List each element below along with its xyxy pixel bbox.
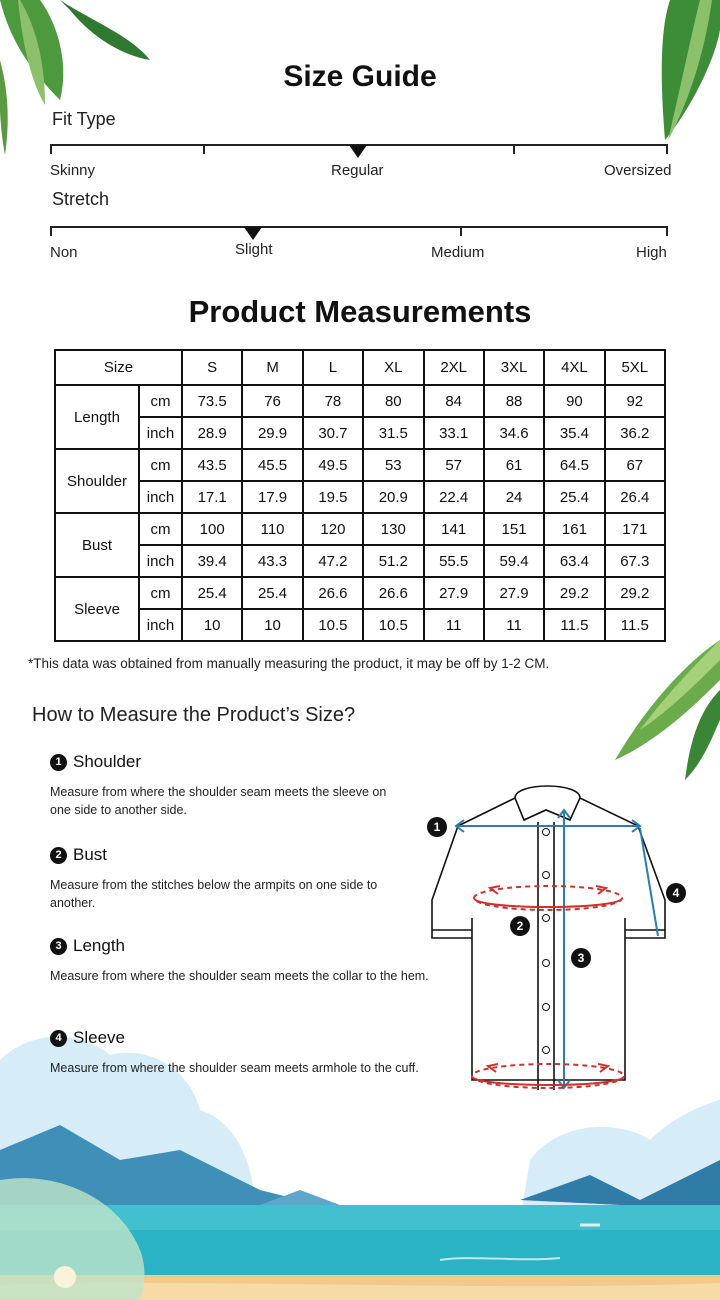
table-cell: 31.5 <box>363 417 423 449</box>
table-cell: 47.2 <box>303 545 363 577</box>
table-cell: 80 <box>363 385 423 417</box>
unit-cell: cm <box>139 449 182 481</box>
svg-text:4: 4 <box>672 886 680 900</box>
stretch-tick <box>666 226 668 236</box>
table-cell: 64.5 <box>544 449 604 481</box>
size-column-header: 3XL <box>484 350 544 385</box>
table-cell: 67 <box>605 449 665 481</box>
step-description: Measure from the stitches below the armpits on one side to another. <box>50 878 378 910</box>
size-column-header: XL <box>363 350 423 385</box>
table-cell: 171 <box>605 513 665 545</box>
right-leaves <box>615 640 720 780</box>
size-header: Size <box>55 350 182 385</box>
table-cell: 43.3 <box>242 545 302 577</box>
table-body <box>55 385 665 641</box>
stretch-tick <box>460 226 462 236</box>
unit-cell: cm <box>139 513 182 545</box>
table-cell: 28.9 <box>182 417 242 449</box>
table-cell: 110 <box>242 513 302 545</box>
table-cell: 55.5 <box>424 545 484 577</box>
step-description: Measure from where the shoulder seam meets armhole to the cuff. <box>50 1061 419 1075</box>
size-column-header: 5XL <box>605 350 665 385</box>
measurement-name-cell: Length <box>55 385 139 449</box>
table-cell: 120 <box>303 513 363 545</box>
marker-1 <box>427 817 447 837</box>
shirt-outline <box>432 786 665 1090</box>
table-cell: 11 <box>484 609 544 641</box>
measurement-name-cell: Shoulder <box>55 449 139 513</box>
table-cell: 90 <box>544 385 604 417</box>
table-cell: 26.6 <box>303 577 363 609</box>
table-cell: 11.5 <box>605 609 665 641</box>
table-cell: 10 <box>242 609 302 641</box>
unit-cell: cm <box>139 577 182 609</box>
table-cell: 100 <box>182 513 242 545</box>
svg-text:1: 1 <box>433 820 441 834</box>
measurements-table <box>54 349 666 642</box>
table-cell: 59.4 <box>484 545 544 577</box>
shirt-measurement-diagram <box>420 770 720 1100</box>
table-row <box>55 577 665 609</box>
table-cell: 10.5 <box>303 609 363 641</box>
size-column-header: 4XL <box>544 350 604 385</box>
fit-type-tick <box>50 144 52 154</box>
table-cell: 20.9 <box>363 481 423 513</box>
table-row <box>55 385 665 417</box>
table-cell: 34.6 <box>484 417 544 449</box>
step-bust <box>50 845 390 912</box>
table-cell: 35.4 <box>544 417 604 449</box>
stretch-label: Stretch <box>52 189 110 209</box>
svg-text:2: 2 <box>516 919 524 933</box>
table-cell: 25.4 <box>544 481 604 513</box>
table-cell: 24 <box>484 481 544 513</box>
table-cell: 57 <box>424 449 484 481</box>
unit-cell: inch <box>139 609 182 641</box>
table-row <box>55 481 665 513</box>
marker-2 <box>510 916 530 936</box>
step-number-badge: 3 <box>50 938 67 955</box>
table-cell: 78 <box>303 385 363 417</box>
unit-cell: cm <box>139 385 182 417</box>
table-cell: 141 <box>424 513 484 545</box>
table-row <box>55 417 665 449</box>
size-guide-title: Size Guide <box>283 60 437 93</box>
table-cell: 45.5 <box>242 449 302 481</box>
size-column-header: M <box>242 350 302 385</box>
table-cell: 11 <box>424 609 484 641</box>
table-cell: 29.2 <box>605 577 665 609</box>
table-header-row <box>55 350 665 385</box>
table-cell: 36.2 <box>605 417 665 449</box>
table-cell: 51.2 <box>363 545 423 577</box>
step-shoulder <box>50 752 410 819</box>
fit-type-label: Fit Type <box>52 109 116 129</box>
stretch-tick-label: Medium <box>431 244 485 261</box>
table-cell: 130 <box>363 513 423 545</box>
product-measurements-title: Product Measurements <box>188 294 532 329</box>
table-cell: 29.9 <box>242 417 302 449</box>
table-cell: 88 <box>484 385 544 417</box>
marker-3 <box>571 948 591 968</box>
table-cell: 27.9 <box>424 577 484 609</box>
step-length <box>50 936 470 985</box>
step-title: Bust <box>73 845 108 864</box>
table-cell: 25.4 <box>182 577 242 609</box>
table-cell: 19.5 <box>303 481 363 513</box>
stretch-scale-line <box>50 226 668 228</box>
step-title: Sleeve <box>73 1028 125 1047</box>
step-number-badge: 4 <box>50 1030 67 1047</box>
how-to-measure-title: How to Measure the Product’s Size? <box>32 704 356 726</box>
table-cell: 22.4 <box>424 481 484 513</box>
stretch-tick-label: Slight <box>235 241 273 258</box>
table-row <box>55 545 665 577</box>
step-description: Measure from where the shoulder seam meets the sleeve on one side to another side. <box>50 785 387 817</box>
measurement-name-cell: Bust <box>55 513 139 577</box>
fit-type-selected-marker <box>349 145 367 158</box>
step-number-badge: 1 <box>50 754 67 771</box>
step-number-badge: 2 <box>50 847 67 864</box>
table-cell: 161 <box>544 513 604 545</box>
unit-cell: inch <box>139 545 182 577</box>
table-cell: 26.4 <box>605 481 665 513</box>
table-cell: 17.9 <box>242 481 302 513</box>
step-sleeve <box>50 1028 470 1077</box>
table-cell: 26.6 <box>363 577 423 609</box>
table-row <box>55 609 665 641</box>
table-cell: 25.4 <box>242 577 302 609</box>
table-cell: 29.2 <box>544 577 604 609</box>
step-title: Shoulder <box>73 752 142 771</box>
table-cell: 63.4 <box>544 545 604 577</box>
table-cell: 151 <box>484 513 544 545</box>
stretch-selected-marker <box>244 227 262 240</box>
stretch-tick <box>50 226 52 236</box>
fit-type-tick <box>666 144 668 154</box>
table-cell: 61 <box>484 449 544 481</box>
fit-type-tick-label: Skinny <box>50 162 96 179</box>
svg-text:3: 3 <box>577 951 585 965</box>
measurement-name-cell: Sleeve <box>55 577 139 641</box>
size-column-header: S <box>182 350 242 385</box>
table-cell: 43.5 <box>182 449 242 481</box>
table-cell: 53 <box>363 449 423 481</box>
table-cell: 30.7 <box>303 417 363 449</box>
fit-type-tick <box>203 144 205 154</box>
unit-cell: inch <box>139 417 182 449</box>
table-cell: 39.4 <box>182 545 242 577</box>
table-cell: 76 <box>242 385 302 417</box>
table-cell: 49.5 <box>303 449 363 481</box>
measurement-disclaimer: *This data was obtained from manually measuring the product, it may be off by 1-2 CM. <box>28 656 550 671</box>
table-cell: 67.3 <box>605 545 665 577</box>
unit-cell: inch <box>139 481 182 513</box>
stretch-tick-label: High <box>636 244 667 261</box>
step-title: Length <box>73 936 125 955</box>
fit-type-tick <box>513 144 515 154</box>
marker-4 <box>666 883 686 903</box>
table-cell: 27.9 <box>484 577 544 609</box>
table-cell: 10 <box>182 609 242 641</box>
step-description: Measure from where the shoulder seam meets the collar to the hem. <box>50 969 429 983</box>
table-cell: 11.5 <box>544 609 604 641</box>
table-cell: 92 <box>605 385 665 417</box>
stretch-tick-label: Non <box>50 244 78 261</box>
table-cell: 17.1 <box>182 481 242 513</box>
table-row <box>55 513 665 545</box>
table-cell: 73.5 <box>182 385 242 417</box>
fit-type-tick-label: Regular <box>331 162 384 179</box>
fit-type-tick-label: Oversized <box>604 162 672 179</box>
table-cell: 33.1 <box>424 417 484 449</box>
table-cell: 84 <box>424 385 484 417</box>
size-column-header: 2XL <box>424 350 484 385</box>
table-row <box>55 449 665 481</box>
size-column-header: L <box>303 350 363 385</box>
table-cell: 10.5 <box>363 609 423 641</box>
